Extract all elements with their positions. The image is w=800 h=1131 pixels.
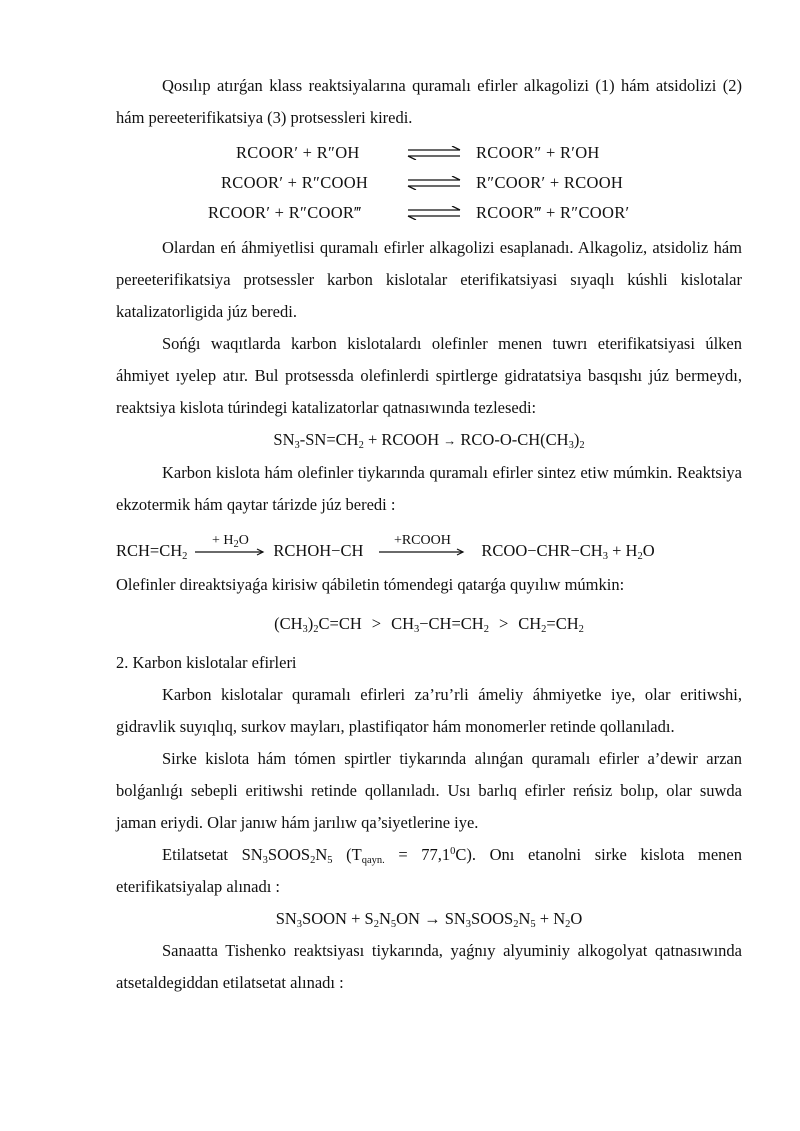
greater-than-sign: > — [498, 614, 509, 633]
equation-1-left: RCOOR′ + R″OH — [236, 143, 360, 162]
paragraph-8: Etilatsetat $SN_3SOOS_2N_5$ $(T_{qayn.} = 77,1^0C)$. Onı etanolni sirke kislota menen eterifikatsiyalap alınadı : — [116, 845, 742, 896]
paragraph-4: Karbon kislota hám olefinler tiykarında quramalı efirler sintez etiw múmkin. Reaktsiya ekzotermik hám qaytar tárizde júz beredi : — [116, 463, 742, 514]
paragraph-5: Olefinler direaktsiyaǵa kirisiw qábiletin tómendegi qatarǵa quyılıw múmkin: — [116, 575, 625, 594]
equilibrium-arrow-icon — [406, 146, 462, 160]
reaction-arrow-icon — [379, 548, 465, 556]
paragraph-2: Olardan eń áhmiyetlisi quramalı efirler alkagolizi esaplanadı. Alkagoliz, atsidoliz hám pereeterifikatsiya protsessler karbon kislotalar eterifikatsiyasi sıyaqlı kúshli kislotalar katalizatorligida júz beredi. — [116, 238, 742, 321]
equation-7: $SN_3SOON + S_2N_5ON$ → $SN_3SOOS_2N_5 + N_2O$ — [275, 909, 583, 930]
paragraph-9: Sanaatta Tishenko reaktsiyası tiykarında, yaǵnıy alyuminiy alkogolyat qatnasıwında atsetaldegiddan etilatsetat alınadı : — [116, 941, 742, 992]
equation-3-right: RCOOR‴ + R″COOR′ — [476, 203, 630, 222]
equation-5: $RCH=CH_2$ + $H_2O$ RCHOH−CH +RCOOH $RCOO-CHR-CH_3 + H_2O$ — [116, 533, 655, 562]
paragraph-1: Qosılıp atırǵan klass reaktsiyalarına quramalı efirler alkagolizi (1) hám atsidolizi (2) hám pereeterifikatsiya (3) protsessleri kiredi. — [116, 76, 742, 127]
paragraph-3: Sońǵı waqıtlarda karbon kislotalardı olefinler menen tuwrı eterifikatsiyasi úlken áhmiyet ıyelep atır. Bul protsessda olefinlerdi spirtlerge gidratatsiya basqıshı júz bermeydı, reaktsiya kislota túrindegi katalizatorlar qatnasıwında tezlesedi: — [116, 334, 742, 417]
equation-3-left: RCOOR′ + R″COOR‴ — [208, 203, 362, 222]
equation-4: $SN_3-SN=CH_2$ + RCOOH → RCO-$O-CH(CH_3)_2$ — [273, 430, 585, 451]
equation-3 — [116, 198, 742, 228]
equilibrium-arrow-icon — [406, 176, 462, 190]
reaction-arrow-with-water: + $H_2O$ — [195, 534, 265, 556]
section-heading: 2. Karbon kislotalar efirleri — [116, 653, 297, 672]
equation-6: $(CH_3)_2C=CH$ > $CH_3-CH=CH_2$ > $CH_2=CH_2$ — [116, 601, 742, 647]
paragraph-7: Sirke kislota hám tómen spirtler tiykarında alınǵan quramalı efirler a’dewir arzan bolǵanlıǵı sebepli eritiwshi retinde qollanıladı. Usı barlıq efirler reńsiz bolıp, olar suwda jaman eriydi. Olar janıw hám jarılıw qa’siyetlerine iye. — [116, 749, 742, 832]
equilibrium-arrow-icon — [406, 206, 462, 220]
document-page — [116, 70, 742, 999]
equation-1 — [116, 138, 742, 168]
equation-2 — [116, 168, 742, 198]
greater-than-sign: > — [371, 614, 382, 633]
equation-2-left: RCOOR′ + R″COOH — [221, 173, 369, 192]
paragraph-6: Karbon kislotalar quramalı efirleri za’ru’rli ámeliy áhmiyetke iye, olar eritiwshi, gidravlik suyıqlıq, surkov mayları, plastifiqator hám monomerler retinde qollanıladı. — [116, 685, 742, 736]
equation-2-right: R″COOR′ + RCOOH — [476, 173, 624, 192]
reaction-arrow-icon — [195, 548, 265, 556]
reaction-arrow-icon: → — [443, 433, 457, 448]
equation-1-right: RCOOR″ + R′OH — [476, 143, 600, 162]
equilibrium-equations — [116, 138, 742, 228]
reaction-arrow-with-acid: +RCOOH — [379, 534, 465, 556]
